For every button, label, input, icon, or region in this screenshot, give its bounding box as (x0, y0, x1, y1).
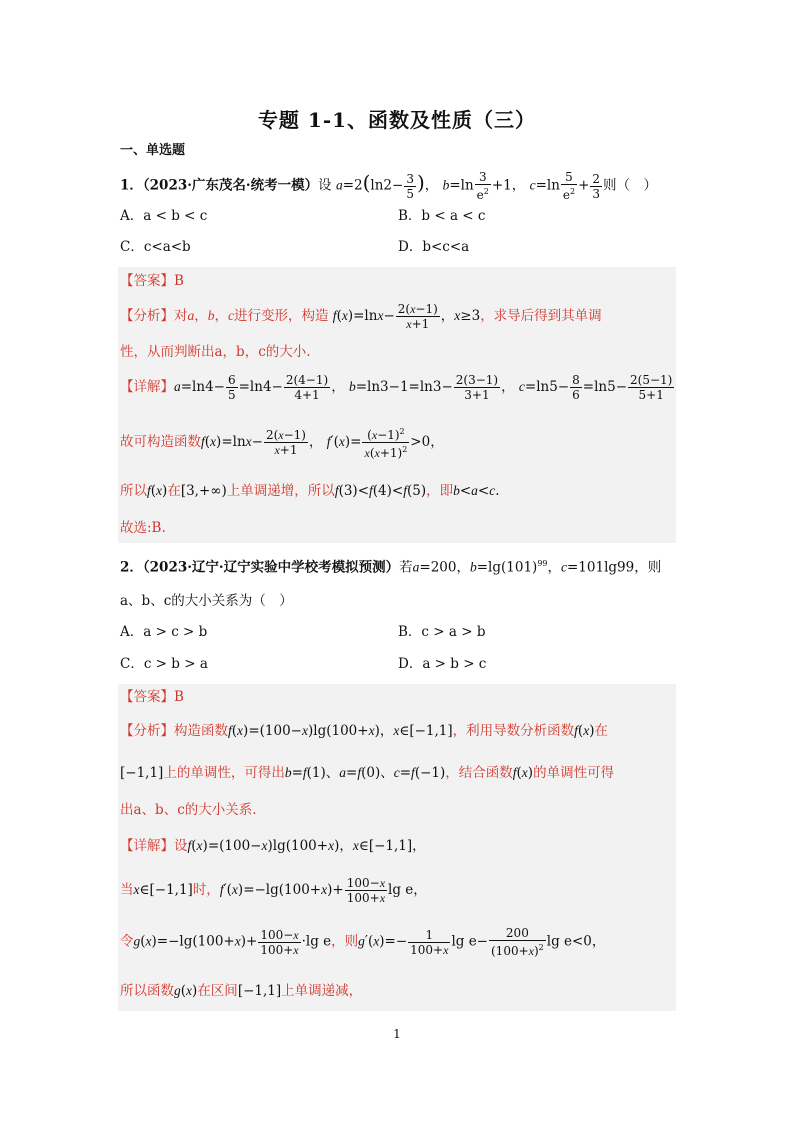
question-2-detail-3: 令g(x)=−lg(100+x)+ $\frac{100-x}{100+x}$ ·lg e，则g′(x)=− $\frac{1}{100+x}$ lg e− $\frac{200}{(100+x)^2}$ lg e<0， (120, 926, 606, 958)
question-2-stem-2: a、b、c的大小关系为（ ） (120, 593, 293, 609)
question-2-analysis-2: [−1,1]上的单调性，可得出b=f(1)、a=f(0)、c=f(−1)，结合函数f(x)的单调性可得 (120, 765, 615, 781)
question-1-detail-2: 故可构造函数f(x)=lnx− $\frac{2(x-1)}{x+1}$ ， f′(x)= $\frac{(x-1)^2}{x(x+1)^2}$ >0， (120, 427, 444, 460)
question-2-option-a[interactable]: A．a > c > b (120, 624, 208, 640)
question-2-detail-4: 所以函数g(x)在区间[−1,1]上单调递减， (120, 983, 363, 999)
question-1-option-a[interactable]: A．a < b < c (120, 208, 208, 224)
question-2-detail-2: 当x∈[−1,1]时，f′(x)=−lg(100+x)+ $\frac{100-x}{100+x}$ lg e， (120, 876, 427, 905)
question-1-analysis-2: 性，从而判断出a，b，c的大小. (120, 344, 311, 360)
question-2-option-d[interactable]: D．a > b > c (398, 656, 487, 672)
question-2-source: （2023·辽宁·辽宁实验中学校考模拟预测） (142, 559, 400, 576)
question-1-number: 1． (120, 177, 143, 194)
question-1-option-d[interactable]: D．b<c<a (398, 239, 470, 255)
page-title: 专题 1-1、函数及性质（三） (257, 108, 537, 132)
page-number: 1 (393, 1027, 401, 1041)
question-2-analysis-3: 出a、b、c的大小关系. (120, 802, 257, 818)
question-2-answer: 【答案】B (120, 689, 184, 705)
question-1-analysis: 【分析】对a，b，c进行变形，构造 f(x)=lnx− $\frac{2(x-1)}{x+1}$ ，x≥3，求导后得到其单调 (120, 302, 602, 331)
question-1-source: （2023·广东茂名·统考一模） (142, 177, 319, 194)
question-1-detail-1: 【详解】a=ln4− $\frac{6}{5}$ =ln4− $\frac{2(4-1)}{4+1}$ ， b=ln3−1=ln3− $\frac{2(3-1)}{3+1}$ ， c=ln5− $\frac{8}{6}$ =ln5− $\frac{2(5-1)}{5+1}$ (120, 373, 673, 402)
question-1-detail-3: 所以f(x)在[3,+∞)上单调递增，所以f(3)<f(4)<f(5)，即b<a<c. (120, 483, 500, 499)
question-2-number: 2． (120, 559, 143, 576)
question-2-analysis-1: 【分析】构造函数f(x)=(100−x)lg(100+x)，x∈[−1,1]，利用导数分析函数f(x)在 (120, 723, 608, 739)
question-1-stem: 1．（2023·广东茂名·统考一模）设 a=2(ln2− $\frac{3}{5}$ )， b=ln $\frac{3}{e^2}$ +1， c=ln $\frac{5}{e^2}$ + $\frac{2}{3}$ 则（ ） (120, 170, 658, 202)
question-1-option-b[interactable]: B．b < a < c (398, 208, 486, 224)
question-2-option-b[interactable]: B．c > a > b (398, 624, 486, 640)
section-heading: 一、单选题 (120, 143, 186, 158)
question-2-detail-1: 【详解】设f(x)=(100−x)lg(100+x)，x∈[−1,1]， (120, 838, 426, 854)
question-1-option-c[interactable]: C．c<a<b (120, 239, 191, 255)
question-2-stem: 2．（2023·辽宁·辽宁实验中学校考模拟预测）若a=200，$b=\lg(101)^{99}$，c=101lg99，则 (120, 559, 662, 576)
question-1-answer: 【答案】B (120, 273, 184, 289)
question-1-detail-4: 故选:B. (120, 520, 166, 536)
question-2-option-c[interactable]: C．c > b > a (120, 656, 208, 672)
